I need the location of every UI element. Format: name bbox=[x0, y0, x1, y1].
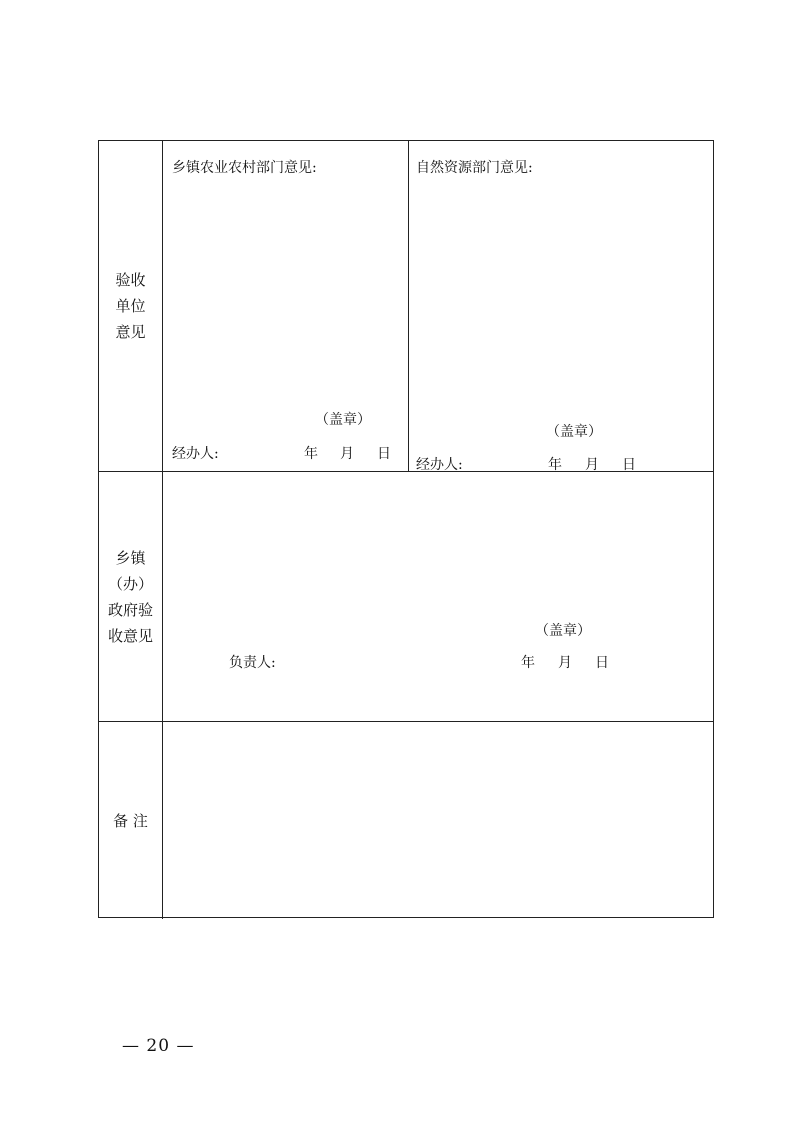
agri-dept-day: 日 bbox=[377, 446, 391, 462]
acceptance-form-table bbox=[98, 140, 714, 918]
township-gov-year: 年 bbox=[521, 655, 535, 671]
label-line: 单位 bbox=[115, 297, 146, 315]
page-number: — 20 — bbox=[122, 1036, 195, 1056]
label-line: 意见 bbox=[115, 323, 146, 341]
township-gov-label bbox=[99, 472, 163, 721]
agri-dept-month: 月 bbox=[340, 446, 354, 462]
resource-dept-seal: （盖章） bbox=[546, 424, 602, 440]
acceptance-unit-label bbox=[99, 141, 163, 471]
resource-dept-month: 月 bbox=[585, 457, 599, 473]
township-gov-month: 月 bbox=[558, 655, 572, 671]
agri-dept-year: 年 bbox=[304, 446, 318, 462]
resource-dept-opinion-cell[interactable] bbox=[409, 141, 713, 471]
remarks-content-cell[interactable] bbox=[163, 722, 713, 919]
township-gov-responsible-label: 负责人: bbox=[229, 655, 276, 671]
agri-dept-opinion-cell[interactable] bbox=[163, 141, 409, 471]
township-gov-day: 日 bbox=[595, 655, 609, 671]
acceptance-unit-row bbox=[99, 141, 713, 472]
label-line: 验收 bbox=[115, 271, 146, 289]
township-gov-opinion-cell[interactable] bbox=[163, 472, 713, 721]
resource-dept-day: 日 bbox=[622, 457, 636, 473]
label-line: （办） bbox=[107, 574, 153, 593]
label-line: 收意见 bbox=[107, 626, 153, 645]
label-line: 乡镇 bbox=[115, 548, 146, 567]
resource-dept-year: 年 bbox=[548, 457, 562, 473]
acceptance-unit-content bbox=[163, 141, 713, 471]
remarks-label: 备 注 bbox=[113, 811, 148, 830]
resource-dept-handler-label: 经办人: bbox=[416, 457, 463, 473]
agri-dept-seal: （盖章） bbox=[315, 412, 371, 428]
label-line: 政府验 bbox=[107, 600, 153, 619]
township-gov-row bbox=[99, 472, 713, 722]
agri-dept-handler-label: 经办人: bbox=[172, 446, 219, 462]
remarks-row bbox=[99, 722, 713, 919]
agri-dept-heading: 乡镇农业农村部门意见: bbox=[172, 160, 317, 176]
remarks-label-cell bbox=[99, 722, 163, 919]
resource-dept-heading: 自然资源部门意见: bbox=[416, 160, 533, 176]
township-gov-seal: （盖章） bbox=[535, 623, 591, 639]
